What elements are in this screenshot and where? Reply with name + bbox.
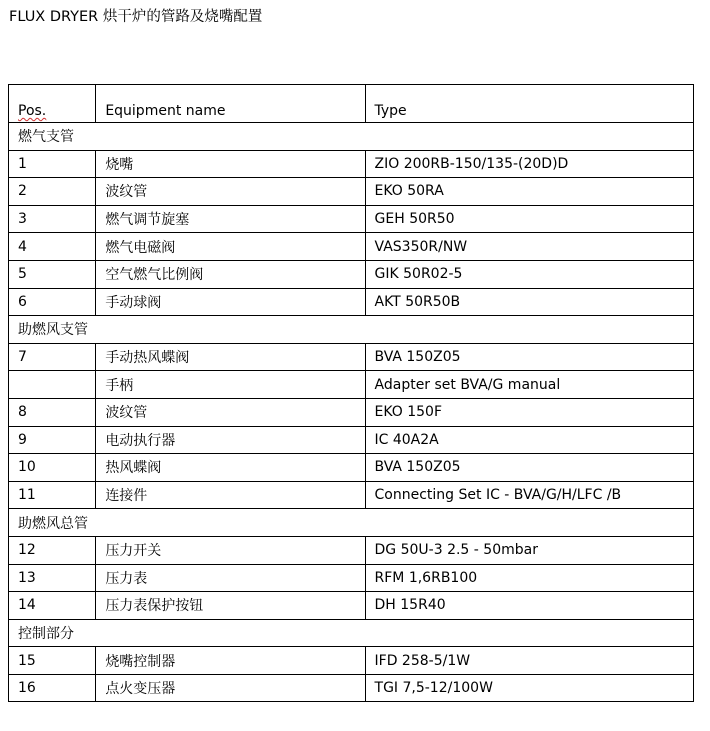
cell-pos: 4 (9, 233, 96, 261)
cell-pos: 10 (9, 454, 96, 482)
cell-type: GEH 50R50 (365, 205, 693, 233)
cell-pos (9, 371, 96, 399)
header-pos-label: Pos. (18, 103, 47, 119)
cell-equipment-name: 空气燃气比例阀 (96, 260, 365, 288)
cell-type: BVA 150Z05 (365, 454, 693, 482)
cell-equipment-name: 压力开关 (96, 536, 365, 564)
table-row (9, 426, 694, 454)
cell-pos: 2 (9, 178, 96, 206)
cell-type: RFM 1,6RB100 (365, 564, 693, 592)
cell-pos: 15 (9, 647, 96, 675)
cell-equipment-name: 电动执行器 (96, 426, 365, 454)
header-equipment-name: Equipment name (96, 85, 365, 123)
cell-pos: 5 (9, 260, 96, 288)
table-header-row (9, 85, 694, 123)
table-row (9, 260, 694, 288)
cell-equipment-name: 燃气调节旋塞 (96, 205, 365, 233)
cell-pos: 11 (9, 481, 96, 509)
section-row (9, 619, 694, 647)
section-row (9, 316, 694, 344)
cell-type: Adapter set BVA/G manual (365, 371, 693, 399)
cell-type: EKO 150F (365, 398, 693, 426)
cell-type: BVA 150Z05 (365, 343, 693, 371)
table-row (9, 150, 694, 178)
cell-type: VAS350R/NW (365, 233, 693, 261)
cell-type: DH 15R40 (365, 592, 693, 620)
cell-type: DG 50U-3 2.5 - 50mbar (365, 536, 693, 564)
table-row (9, 481, 694, 509)
cell-equipment-name: 波纹管 (96, 178, 365, 206)
table-row (9, 205, 694, 233)
section-label: 燃气支管 (9, 123, 694, 151)
cell-type: ZIO 200RB-150/135-(20D)D (365, 150, 693, 178)
table-row (9, 536, 694, 564)
header-type: Type (365, 85, 693, 123)
cell-equipment-name: 手动球阀 (96, 288, 365, 316)
table-row (9, 343, 694, 371)
cell-pos: 8 (9, 398, 96, 426)
table-row (9, 454, 694, 482)
section-row (9, 509, 694, 537)
cell-type: IFD 258-5/1W (365, 647, 693, 675)
cell-pos: 13 (9, 564, 96, 592)
cell-pos: 7 (9, 343, 96, 371)
cell-equipment-name: 波纹管 (96, 398, 365, 426)
document-title: FLUX DRYER 烘干炉的管路及烧嘴配置 (9, 9, 263, 25)
cell-pos: 6 (9, 288, 96, 316)
cell-equipment-name: 压力表 (96, 564, 365, 592)
section-label: 助燃风总管 (9, 509, 694, 537)
cell-equipment-name: 烧嘴 (96, 150, 365, 178)
table-row (9, 564, 694, 592)
cell-pos: 16 (9, 674, 96, 702)
table-row (9, 233, 694, 261)
cell-pos: 1 (9, 150, 96, 178)
cell-equipment-name: 热风蝶阀 (96, 454, 365, 482)
cell-equipment-name: 烧嘴控制器 (96, 647, 365, 675)
table-row (9, 288, 694, 316)
header-pos (9, 85, 96, 123)
cell-pos: 12 (9, 536, 96, 564)
cell-equipment-name: 压力表保护按钮 (96, 592, 365, 620)
cell-equipment-name: 燃气电磁阀 (96, 233, 365, 261)
equipment-table (8, 84, 694, 702)
cell-equipment-name: 点火变压器 (96, 674, 365, 702)
cell-type: GIK 50R02-5 (365, 260, 693, 288)
cell-type: Connecting Set IC - BVA/G/H/LFC /B (365, 481, 693, 509)
cell-type: EKO 50RA (365, 178, 693, 206)
table-row (9, 647, 694, 675)
table-row (9, 371, 694, 399)
cell-type: TGI 7,5-12/100W (365, 674, 693, 702)
table-row (9, 178, 694, 206)
cell-pos: 14 (9, 592, 96, 620)
table-row (9, 674, 694, 702)
section-row (9, 123, 694, 151)
cell-pos: 3 (9, 205, 96, 233)
cell-equipment-name: 手动热风蝶阀 (96, 343, 365, 371)
section-label: 助燃风支管 (9, 316, 694, 344)
table-row (9, 592, 694, 620)
cell-equipment-name: 手柄 (96, 371, 365, 399)
table-row (9, 398, 694, 426)
cell-type: IC 40A2A (365, 426, 693, 454)
cell-type: AKT 50R50B (365, 288, 693, 316)
section-label: 控制部分 (9, 619, 694, 647)
cell-pos: 9 (9, 426, 96, 454)
cell-equipment-name: 连接件 (96, 481, 365, 509)
